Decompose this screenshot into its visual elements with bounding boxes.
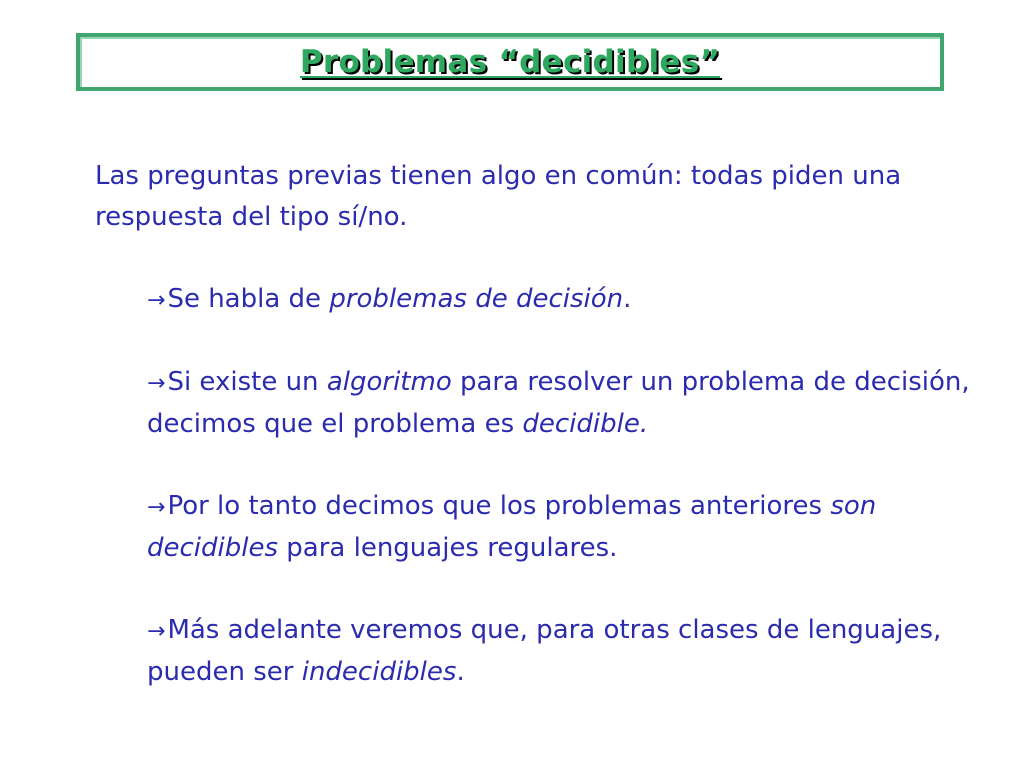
bullet-item: [95, 362, 985, 445]
spacer: [95, 445, 985, 486]
arrow-right-circle-icon: →: [147, 288, 166, 313]
slide-title: Problemas “decidibles”: [299, 44, 721, 80]
bullet-text-part: Se habla de: [167, 284, 330, 314]
bullet-text-part: Más adelante veremos que, para otras clases de lenguajes, pueden ser: [147, 615, 942, 687]
bullet-text-part: Si existe un: [167, 367, 327, 397]
bullet-text-italic: problemas de decisión: [329, 284, 624, 314]
bullet-item: [95, 279, 985, 321]
bullet-item: [95, 486, 985, 569]
slide-body: [95, 156, 985, 693]
bullet-text-part: para lenguajes regulares.: [278, 533, 618, 563]
arrow-right-circle-icon: →: [147, 371, 166, 396]
bullet-text-part: Por lo tanto decimos que los problemas anteriores: [167, 491, 831, 521]
spacer: [95, 238, 985, 279]
bullet-text-italic: decidible.: [522, 409, 649, 439]
spacer: [95, 569, 985, 610]
bullet-text-italic: son decidibles: [147, 491, 877, 563]
title-box: [76, 33, 944, 91]
bullet-text-italic: algoritmo: [326, 367, 452, 397]
intro-paragraph: Las preguntas previas tienen algo en común: todas piden una respuesta del tipo sí/no.: [95, 161, 902, 232]
bullet-text-part: .: [623, 284, 632, 314]
arrow-right-circle-icon: →: [147, 619, 166, 644]
spacer: [95, 321, 985, 362]
arrow-right-circle-icon: →: [147, 495, 166, 520]
bullet-text-part: .: [456, 657, 465, 687]
bullet-text-italic: indecidibles: [301, 657, 457, 687]
bullet-text-part: para resolver un problema de decisión, decimos que el problema es: [147, 367, 970, 439]
bullet-item: [95, 610, 985, 693]
